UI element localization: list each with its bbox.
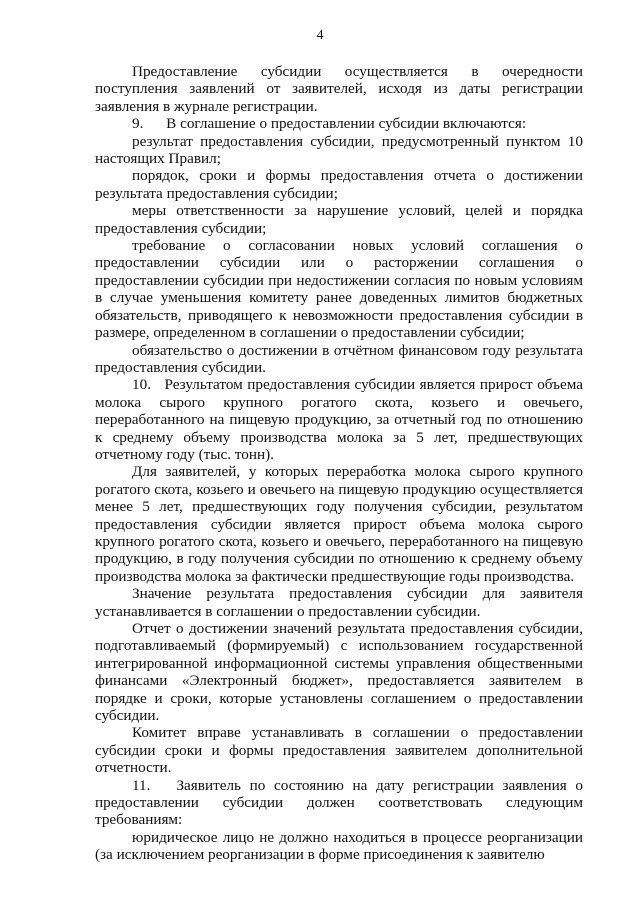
paragraph-result-value: Значение результата предоставления субсидии для заявителя устанавливается в соглашении о предоставлении субсидии.	[95, 585, 583, 620]
paragraph-reorganization: юридическое лицо не должно находиться в процессе реорганизации (за исключением реорганизации в форме присоединения к заявителю	[95, 828, 583, 864]
paragraph-obligation: обязательство о достижении в отчётном финансовом году результата предоставления субсидии.	[95, 341, 583, 376]
paragraph-additional-reporting: Комитет вправе устанавливать в соглашении о предоставлении субсидии сроки и формы предоставления заявителем дополнительной отчетности.	[95, 724, 583, 777]
paragraph-liability: меры ответственности за нарушение условий, целей и порядка предоставления субсидии;	[95, 202, 583, 237]
paragraph-10: 10. Результатом предоставления субсидии является прирост объема молока сырого крупного рогатого скота, козьего и овечьего, переработанного на пищевую продукцию, за отчетный год по отношению к среднему объему производства молока за 5 лет, предшествующих отчетному году (тыс. тонн).	[95, 376, 583, 463]
paragraph-11: 11. Заявитель по состоянию на дату регистрации заявления о предоставлении субсидии должен соответствовать следующим требованиям:	[95, 776, 583, 829]
paragraph-report-electronic-budget: Отчет о достижении значений результата предоставления субсидии, подготавливаемый (формируемый) с использованием государственной интегрированной информационной системы управления общественными финансами «Электронный бюджет», предоставляется заявителем в порядке и сроки, которые установлены соглашением о предоставлении субсидии.	[95, 620, 583, 725]
page-number: 4	[316, 28, 324, 43]
paragraph-new-conditions: требование о согласовании новых условий соглашения о предоставлении субсидии или о расторжении соглашения о предоставлении субсидии при недостижении согласия по новым условиям в случае уменьшения комитету ранее доведенных лимитов бюджетных обязательств, приводящего к невозможности предоставления субсидии в размере, определенном в соглашении о предоставлении субсидии;	[95, 237, 583, 342]
body-text	[95, 63, 583, 864]
paragraph-report-forms: порядок, сроки и формы предоставления отчета о достижении результата предоставления субсидии;	[95, 167, 583, 202]
paragraph-new-applicants: Для заявителей, у которых переработка молока сырого крупного рогатого скота, козьего и овечьего на пищевую продукцию осуществляется менее 5 лет, предшествующих году получения субсидии, результатом предоставления субсидии является прирост объема молока сырого крупного рогатого скота, козьего и овечьего, переработанного на пищевую продукцию, в году получения субсидии по отношению к среднему объему производства молока за фактически предшествующие годы производства.	[95, 463, 583, 585]
paragraph-order-of-subsidy: Предоставление субсидии осуществляется в очередности поступления заявлений от заявителей, исходя из даты регистрации заявления в журнале регистрации.	[95, 63, 583, 115]
paragraph-result: результат предоставления субсидии, предусмотренный пунктом 10 настоящих Правил;	[95, 132, 583, 168]
paragraph-9-heading: 9. В соглашение о предоставлении субсидии включаются:	[132, 115, 527, 133]
